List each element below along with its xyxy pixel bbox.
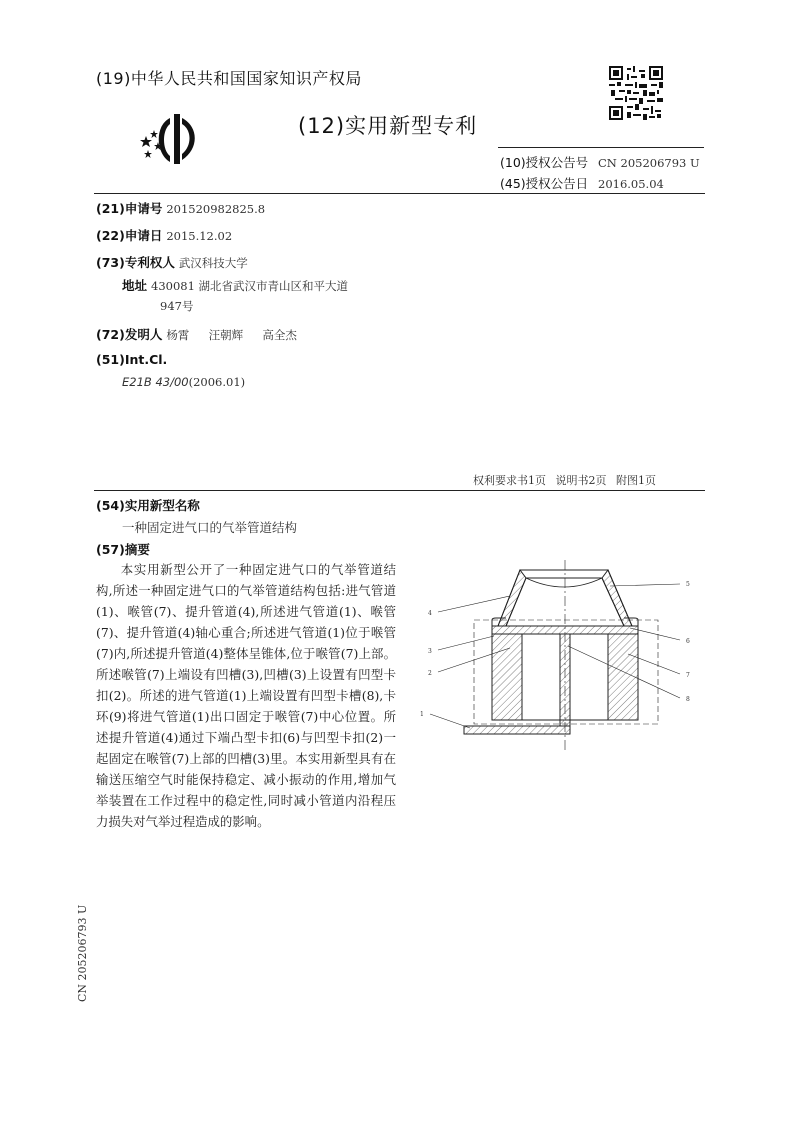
divider: [94, 490, 705, 491]
patentee-label: (73)专利权人: [96, 255, 175, 270]
inventor-label: (72)发明人: [96, 327, 163, 342]
drawing-label-6: 6: [686, 638, 690, 645]
application-number-row: [96, 199, 265, 217]
structure-drawing: [410, 556, 740, 756]
intcl-year: (2006.01): [188, 375, 246, 389]
intcl-classification-row: [122, 374, 245, 389]
intcl-code: E21B 43/00: [122, 375, 189, 389]
publication-date-row: [500, 174, 664, 192]
side-publication-number: CN 205206793 U: [76, 904, 89, 1002]
publication-date-label: (45)授权公告日: [500, 176, 589, 191]
address-label: 地址: [122, 278, 148, 293]
inventor-value: 杨霄 汪朝辉 高全杰: [166, 328, 297, 342]
abstract-text: 本实用新型公开了一种固定进气口的气举管道结构,所述一种固定进气口的气举管道结构包括:进气管道(1)、喉管(7)、提升管道(4),所述进气管道(1)、喉管(7)、提升管道(4)轴心重合;所述进气管道(1)位于喉管(7)内,所述提升管道(4)整体呈锥体,位于喉管(7)上部。所述喉管(7)上端设有凹槽(3),凹槽(3)上设置有凹型卡扣(2)。所述的进气管道(1)上端设置有凹型卡槽(8),卡环(9)将进气管道(1)出口固定于喉管(7)中心位置。所述提升管道(4)通过下端凸型卡扣(6)与凹型卡扣(2)一起固定在喉管(7)上部的凹槽(3)里。本实用新型具有在输送压缩空气时能保持稳定、减小振动的作用,增加气举装置在工作过程中的稳定性,同时减小管道内沿程压力损失对气举过程造成的影响。: [96, 562, 396, 829]
address-line-2-row: [160, 298, 193, 314]
publication-number-label: (10)授权公告号: [500, 155, 589, 170]
cnipa-logo-icon: [134, 108, 206, 168]
pages-info: 权利要求书1页 说明书2页 附图1页: [473, 474, 656, 487]
utility-model-title-row: [122, 518, 297, 536]
abstract-label: (57)摘要: [96, 542, 150, 557]
divider: [498, 147, 704, 148]
application-date-row: [96, 226, 232, 244]
address-line-1: 430081 湖北省武汉市青山区和平大道: [151, 279, 349, 293]
intcl-row: [96, 352, 167, 367]
publication-number-row: [500, 153, 700, 171]
drawing-label-1: 1: [420, 711, 424, 718]
patent-type-heading: (12)实用新型专利: [298, 114, 478, 138]
title-section-label: (54)实用新型名称: [96, 498, 200, 513]
issuing-office: (19)中华人民共和国国家知识产权局: [96, 69, 362, 88]
patentee-row: [96, 253, 248, 271]
divider: [94, 193, 705, 194]
abstract-label-row: [96, 540, 150, 558]
publication-number-value: CN 205206793 U: [598, 156, 700, 170]
patentee-value: 武汉科技大学: [178, 256, 248, 270]
drawing-label-3: 3: [428, 648, 432, 655]
application-number-value: 201520982825.8: [166, 202, 266, 216]
application-date-label: (22)申请日: [96, 228, 163, 243]
publication-date-value: 2016.05.04: [598, 177, 664, 191]
address-line-2: 947号: [160, 299, 194, 313]
qr-code-icon: [609, 66, 663, 120]
title-section-label-row: [96, 496, 200, 514]
drawing-label-7: 7: [686, 672, 690, 679]
intcl-label: (51)Int.Cl.: [96, 352, 168, 367]
drawing-label-5: 5: [686, 581, 690, 588]
inventor-row: [96, 325, 297, 343]
drawing-label-2: 2: [428, 670, 432, 677]
drawing-label-8: 8: [686, 696, 690, 703]
application-number-label: (21)申请号: [96, 201, 163, 216]
utility-model-title: 一种固定进气口的气举管道结构: [122, 520, 298, 535]
application-date-value: 2015.12.02: [166, 229, 233, 243]
drawing-label-4: 4: [428, 610, 432, 617]
address-row: [122, 276, 348, 294]
